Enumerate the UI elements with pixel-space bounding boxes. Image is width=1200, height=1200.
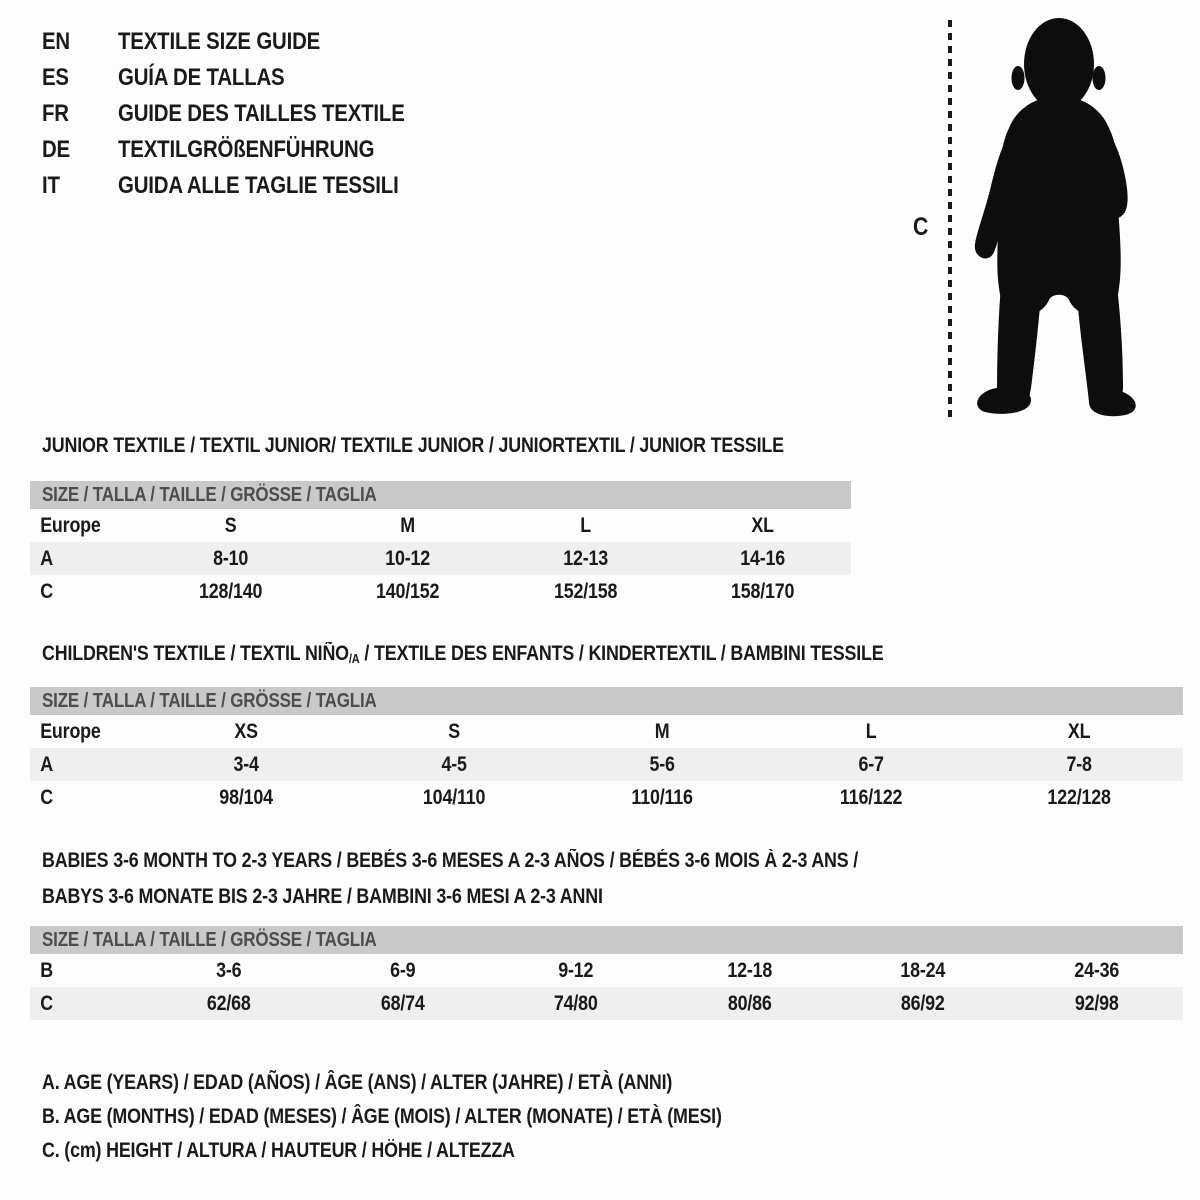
- language-code: DE: [42, 136, 71, 163]
- row-label: C: [40, 785, 53, 809]
- table-cell: 158/170: [730, 579, 795, 603]
- table-cell: 6-9: [389, 958, 415, 982]
- section-title-line: BABYS 3-6 MONATE BIS 2-3 JAHRE / BAMBINI 3-6 MESI A 2-3 ANNI: [42, 885, 603, 908]
- table-cell: 9-12: [558, 958, 594, 982]
- section-title-text: / TEXTILE DES ENFANTS / KINDERTEXTIL / BAMBINI TESSILE: [359, 642, 884, 665]
- guide-title: GUIDA ALLE TAGLIE TESSILI: [118, 172, 399, 199]
- table-row: [30, 575, 851, 608]
- table-cell: 3-6: [216, 958, 242, 982]
- guide-title: GUÍA DE TALLAS: [118, 64, 285, 91]
- table-cell: 104/110: [423, 785, 486, 809]
- table-row: [30, 509, 851, 542]
- language-row: [42, 60, 455, 96]
- babies-size-table: [30, 926, 1183, 1020]
- language-code: ES: [42, 64, 69, 91]
- table-cell: 152/158: [553, 579, 617, 603]
- table-cell: 24-36: [1073, 958, 1119, 982]
- table-cell: 128/140: [198, 579, 263, 603]
- table-cell: 12-13: [562, 546, 608, 570]
- section-title-line: BABIES 3-6 MONTH TO 2-3 YEARS / BEBÉS 3-6 MESES A 2-3 AÑOS / BÉBÉS 3-6 MOIS À 2-3 ANS /: [42, 849, 859, 872]
- baby-silhouette-icon: [965, 16, 1140, 418]
- table-cell: 18-24: [900, 958, 946, 982]
- row-label: A: [40, 752, 53, 776]
- section-title-junior: JUNIOR TEXTILE / TEXTIL JUNIOR/ TEXTILE JUNIOR / JUNIORTEXTIL / JUNIOR TESSILE: [42, 434, 784, 457]
- table-cell: 6-7: [858, 752, 884, 776]
- table-cell: 80/86: [727, 991, 772, 1015]
- table-cell: 92/98: [1074, 991, 1119, 1015]
- height-figure: [895, 10, 1155, 430]
- table-cell: 4-5: [441, 752, 467, 776]
- junior-size-table: [30, 481, 851, 608]
- table-cell: 122/128: [1047, 785, 1111, 809]
- size-header-bar: [30, 926, 1183, 954]
- section-title-children: [42, 642, 884, 666]
- table-row: [30, 748, 1183, 781]
- legend-line-b: B. AGE (MONTHS) / EDAD (MESES) / ÂGE (MOIS) / ALTER (MONATE) / ETÀ (MESI): [42, 1105, 722, 1128]
- language-code: FR: [42, 100, 69, 127]
- table-cell: 86/92: [900, 991, 945, 1015]
- section-title-text: CHILDREN'S TEXTILE / TEXTIL NIÑO: [42, 642, 349, 665]
- table-cell: 3-4: [233, 752, 259, 776]
- table-cell: 5-6: [649, 752, 676, 776]
- children-size-table: [30, 687, 1183, 814]
- table-cell: 14-16: [739, 546, 785, 570]
- language-code: EN: [42, 28, 71, 55]
- table-cell: 62/68: [206, 991, 251, 1015]
- language-row: [42, 96, 455, 132]
- height-measure-label: C: [913, 213, 929, 241]
- size-header-bar: [30, 481, 851, 509]
- legend-line-c: C. (cm) HEIGHT / ALTURA / HAUTEUR / HÖHE / ALTEZZA: [42, 1139, 515, 1162]
- row-label: C: [40, 579, 53, 603]
- section-title-babies: [42, 843, 1002, 915]
- language-row: [42, 168, 455, 204]
- table-cell: 110/116: [631, 785, 694, 809]
- size-header-label: SIZE / TALLA / TAILLE / GRÖSSE / TAGLIA: [42, 689, 377, 712]
- row-label: B: [40, 958, 53, 982]
- row-label: A: [40, 546, 53, 570]
- table-cell: S: [224, 513, 237, 537]
- language-code: IT: [42, 172, 60, 199]
- table-cell: XL: [1067, 719, 1091, 743]
- size-header-bar: [30, 687, 1183, 715]
- table-cell: 140/152: [376, 579, 440, 603]
- table-cell: 7-8: [1066, 752, 1092, 776]
- row-label: C: [40, 991, 53, 1015]
- table-cell: M: [400, 513, 416, 537]
- table-cell: 10-12: [385, 546, 431, 570]
- table-cell: S: [448, 719, 461, 743]
- table-row: [30, 954, 1183, 987]
- table-cell: 8-10: [213, 546, 249, 570]
- language-row: [42, 132, 455, 168]
- guide-title: GUIDE DES TAILLES TEXTILE: [118, 100, 405, 127]
- table-cell: 116/122: [839, 785, 902, 809]
- table-cell: XS: [234, 719, 258, 743]
- table-cell: M: [655, 719, 670, 743]
- table-row: [30, 987, 1183, 1020]
- language-row: [42, 24, 455, 60]
- language-title-list: [42, 24, 455, 204]
- table-cell: 68/74: [380, 991, 425, 1015]
- guide-title: TEXTILE SIZE GUIDE: [118, 28, 321, 55]
- size-header-label: SIZE / TALLA / TAILLE / GRÖSSE / TAGLIA: [42, 928, 377, 951]
- table-row: [30, 715, 1183, 748]
- size-header-label: SIZE / TALLA / TAILLE / GRÖSSE / TAGLIA: [42, 483, 377, 506]
- height-dashed-line: [948, 20, 952, 418]
- guide-title: TEXTILGRÖßENFÜHRUNG: [118, 136, 375, 163]
- table-row: [30, 542, 851, 575]
- section-title-subscript: /A: [348, 651, 360, 666]
- table-cell: L: [865, 719, 877, 743]
- legend-line-a: A. AGE (YEARS) / EDAD (AÑOS) / ÂGE (ANS) / ALTER (JAHRE) / ETÀ (ANNI): [42, 1071, 673, 1094]
- measurement-legend: [42, 1066, 842, 1168]
- table-row: [30, 781, 1183, 814]
- table-cell: XL: [751, 513, 774, 537]
- table-cell: 12-18: [726, 958, 772, 982]
- row-label: Europe: [40, 513, 101, 537]
- table-cell: 98/104: [219, 785, 273, 809]
- table-cell: L: [579, 513, 591, 537]
- table-cell: 74/80: [553, 991, 598, 1015]
- row-label: Europe: [40, 719, 101, 743]
